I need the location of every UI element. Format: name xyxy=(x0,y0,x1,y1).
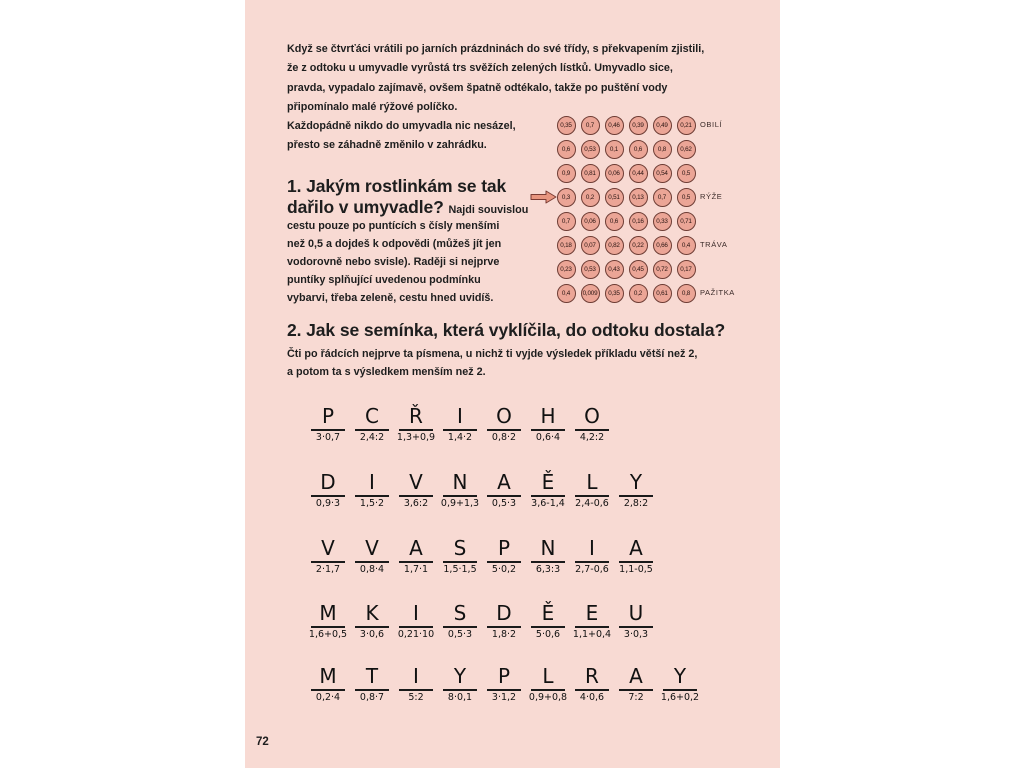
task1-text-line: puntíky splňující uvedenou podmínku xyxy=(287,274,481,286)
fraction-bar xyxy=(531,561,565,563)
number-dot: 0,35 xyxy=(557,116,576,135)
task1-text-line: vybarvi, třeba zeleně, cestu hned uvidíš. xyxy=(287,292,494,304)
cipher-cell xyxy=(570,602,614,641)
cipher-letter: H xyxy=(540,404,556,428)
cipher-expression: 2,4:2 xyxy=(359,431,385,443)
cipher-expression: 3,6:2 xyxy=(403,497,429,509)
cipher-cell xyxy=(438,537,482,576)
fraction-bar xyxy=(355,689,389,691)
number-dot: 0,009 xyxy=(581,284,600,303)
fraction-bar xyxy=(663,689,697,691)
fraction-bar xyxy=(311,561,345,563)
cipher-letter: V xyxy=(365,536,379,560)
intro-line: Každopádně nikdo do umyvadla nic nesázel, xyxy=(287,120,516,133)
fraction-bar xyxy=(575,689,609,691)
cipher-letter: S xyxy=(453,601,467,625)
fraction-bar xyxy=(487,495,521,497)
fraction-bar xyxy=(619,495,653,497)
intro-line: přesto se záhadně změnilo v zahrádku. xyxy=(287,139,487,152)
cipher-letter: Y xyxy=(629,470,643,494)
number-dot: 0,4 xyxy=(677,236,696,255)
number-dot: 0,8 xyxy=(653,140,672,159)
fraction-bar xyxy=(399,429,433,431)
number-dot: 0,5 xyxy=(677,188,696,207)
cipher-letter: Y xyxy=(673,664,687,688)
number-dot: 0,6 xyxy=(605,212,624,231)
cipher-expression: 0,8·2 xyxy=(491,431,517,443)
number-dot: 0,43 xyxy=(605,260,624,279)
cipher-letter: U xyxy=(628,601,644,625)
cipher-row xyxy=(306,405,614,444)
fraction-bar xyxy=(311,495,345,497)
fraction-bar xyxy=(531,626,565,628)
number-dot: 0,54 xyxy=(653,164,672,183)
fraction-bar xyxy=(487,561,521,563)
number-dot: 0,62 xyxy=(677,140,696,159)
cipher-expression: 4·0,6 xyxy=(579,691,605,703)
cipher-letter: Y xyxy=(453,664,467,688)
fraction-bar xyxy=(311,626,345,628)
number-dot: 0,7 xyxy=(653,188,672,207)
fraction-bar xyxy=(399,495,433,497)
number-dot: 0,2 xyxy=(581,188,600,207)
cipher-row xyxy=(306,537,658,576)
page-number: 72 xyxy=(256,736,269,748)
cipher-cell xyxy=(394,537,438,576)
cipher-expression: 1,6+0,5 xyxy=(308,628,348,640)
cipher-cell xyxy=(306,405,350,444)
answer-label: OBILÍ xyxy=(700,120,723,129)
cipher-letter: P xyxy=(321,404,335,428)
cipher-letter: O xyxy=(584,404,600,428)
answer-label: TRÁVA xyxy=(700,240,728,249)
number-dot: 0,17 xyxy=(677,260,696,279)
cipher-cell xyxy=(526,602,570,641)
intro-line: pravda, vypadalo zajímavě, ovšem špatně odtékalo, takže po puštění vody xyxy=(287,81,668,94)
number-dot: 0,2 xyxy=(629,284,648,303)
cipher-expression: 0,21·10 xyxy=(397,628,435,640)
cipher-cell xyxy=(306,665,350,704)
number-dot: 0,82 xyxy=(605,236,624,255)
intro-paragraph xyxy=(287,40,704,156)
fraction-bar xyxy=(531,429,565,431)
fraction-bar xyxy=(619,561,653,563)
fraction-bar xyxy=(355,626,389,628)
cipher-cell xyxy=(306,537,350,576)
cipher-expression: 0,5·3 xyxy=(491,497,517,509)
number-dot: 0,21 xyxy=(677,116,696,135)
cipher-cell xyxy=(526,537,570,576)
number-dot: 0,07 xyxy=(581,236,600,255)
cipher-row xyxy=(306,602,658,641)
cipher-cell xyxy=(306,471,350,510)
number-dot: 0,4 xyxy=(557,284,576,303)
fraction-bar xyxy=(575,429,609,431)
cipher-letter: I xyxy=(413,664,419,688)
number-dot: 0,49 xyxy=(653,116,672,135)
cipher-expression: 3·1,2 xyxy=(491,691,517,703)
cipher-letter: N xyxy=(540,536,556,560)
number-dot: 0,7 xyxy=(557,212,576,231)
number-dot: 0,51 xyxy=(605,188,624,207)
cipher-expression: 3,6-1,4 xyxy=(531,497,565,509)
cipher-letter: O xyxy=(496,404,512,428)
number-dot: 0,66 xyxy=(653,236,672,255)
cipher-letter: I xyxy=(457,404,463,428)
cipher-cell xyxy=(614,471,658,510)
number-dot: 0,16 xyxy=(629,212,648,231)
cipher-expression: 1,5·1,5 xyxy=(443,563,477,575)
number-dot: 0,81 xyxy=(581,164,600,183)
fraction-bar xyxy=(575,561,609,563)
number-dot: 0,44 xyxy=(629,164,648,183)
cipher-expression: 5·0,2 xyxy=(491,563,517,575)
cipher-letter: Ě xyxy=(541,470,555,494)
cipher-expression: 1,1-0,5 xyxy=(619,563,653,575)
cipher-expression: 1,4·2 xyxy=(447,431,473,443)
number-dot: 0,1 xyxy=(605,140,624,159)
cipher-letter: Ř xyxy=(409,404,423,428)
cipher-cell xyxy=(614,537,658,576)
cipher-expression: 5:2 xyxy=(408,691,424,703)
cipher-cell xyxy=(438,665,482,704)
task1-text-line: Najdi souvislou xyxy=(448,204,529,216)
cipher-expression: 1,3+0,9 xyxy=(396,431,436,443)
fraction-bar xyxy=(355,495,389,497)
number-dot: 0,6 xyxy=(557,140,576,159)
cipher-cell xyxy=(614,665,658,704)
fraction-bar xyxy=(575,626,609,628)
fraction-bar xyxy=(399,689,433,691)
cipher-cell xyxy=(482,471,526,510)
cipher-row xyxy=(306,471,658,510)
cipher-letter: N xyxy=(452,470,468,494)
task1-heading xyxy=(287,176,528,221)
number-dot: 0,45 xyxy=(629,260,648,279)
cipher-letter: M xyxy=(319,601,337,625)
task2-instruction-line: a potom ta s výsledkem menším než 2. xyxy=(287,366,486,378)
number-dot: 0,71 xyxy=(677,212,696,231)
cipher-expression: 4,2:2 xyxy=(579,431,605,443)
cipher-expression: 0,8·4 xyxy=(359,563,385,575)
cipher-letter: M xyxy=(319,664,337,688)
fraction-bar xyxy=(487,689,521,691)
number-dot: 0,72 xyxy=(653,260,672,279)
cipher-cell xyxy=(350,537,394,576)
number-dot: 0,3 xyxy=(557,188,576,207)
fraction-bar xyxy=(531,689,565,691)
cipher-expression: 2,7-0,6 xyxy=(575,563,609,575)
cipher-expression: 1,1+0,4 xyxy=(572,628,612,640)
cipher-letter: K xyxy=(365,601,379,625)
cipher-letter: L xyxy=(586,470,598,494)
cipher-letter: V xyxy=(321,536,335,560)
number-dot: 0,22 xyxy=(629,236,648,255)
task1-text-line: vodorovně nebo svisle). Raději si nejprve xyxy=(287,256,500,268)
cipher-expression: 0,6·4 xyxy=(535,431,561,443)
cipher-letter: D xyxy=(320,470,336,494)
cipher-expression: 3·0,3 xyxy=(623,628,649,640)
fraction-bar xyxy=(443,626,477,628)
cipher-expression: 0,8·7 xyxy=(359,691,385,703)
cipher-cell xyxy=(350,471,394,510)
number-dot: 0,39 xyxy=(629,116,648,135)
cipher-letter: I xyxy=(589,536,595,560)
cipher-cell xyxy=(526,665,570,704)
cipher-letter: A xyxy=(629,664,643,688)
fraction-bar xyxy=(355,429,389,431)
cipher-expression: 8·0,1 xyxy=(447,691,473,703)
task1-title-line2: dařilo v umyvadle? xyxy=(287,197,444,217)
cipher-cell xyxy=(394,471,438,510)
intro-line: že z odtoku u umyvadle vyrůstá trs svěžích zelených lístků. Umyvadlo sice, xyxy=(287,62,673,75)
task1-title-line1: 1. Jakým rostlinkám se tak xyxy=(287,176,507,196)
fraction-bar xyxy=(399,561,433,563)
number-dot: 0,8 xyxy=(677,284,696,303)
number-dot: 0,5 xyxy=(677,164,696,183)
cipher-expression: 0,9·3 xyxy=(315,497,341,509)
cipher-letter: L xyxy=(542,664,554,688)
cipher-cell xyxy=(658,665,702,704)
number-dot: 0,53 xyxy=(581,140,600,159)
task2-heading: 2. Jak se semínka, která vyklíčila, do odtoku dostala? xyxy=(287,320,726,340)
cipher-expression: 0,2·4 xyxy=(315,691,341,703)
intro-line: Když se čtvrťáci vrátili po jarních prázdninách do své třídy, s překvapením zjistili, xyxy=(287,43,705,55)
cipher-cell xyxy=(570,665,614,704)
fraction-bar xyxy=(311,429,345,431)
task2-instruction-line: Čti po řádcích nejprve ta písmena, u nichž ti vyjde výsledek příkladu větší než 2, xyxy=(287,348,698,360)
fraction-bar xyxy=(575,495,609,497)
cipher-cell xyxy=(614,602,658,641)
cipher-cell xyxy=(394,665,438,704)
cipher-expression: 2·1,7 xyxy=(315,563,341,575)
cipher-expression: 1,6+0,2 xyxy=(660,691,700,703)
number-dot: 0,9 xyxy=(557,164,576,183)
fraction-bar xyxy=(487,429,521,431)
cipher-cell xyxy=(394,405,438,444)
cipher-cell xyxy=(482,665,526,704)
cipher-cell xyxy=(350,665,394,704)
cipher-expression: 1,5·2 xyxy=(359,497,385,509)
cipher-expression: 2,8:2 xyxy=(623,497,649,509)
fraction-bar xyxy=(619,626,653,628)
cipher-row xyxy=(306,665,702,704)
cipher-expression: 0,5·3 xyxy=(447,628,473,640)
task2-instructions xyxy=(287,345,697,381)
fraction-bar xyxy=(355,561,389,563)
cipher-cell xyxy=(570,471,614,510)
cipher-letter: A xyxy=(629,536,643,560)
task1-text-line: než 0,5 a dojdeš k odpovědi (můžeš jít jen xyxy=(287,238,502,250)
number-dot: 0,61 xyxy=(653,284,672,303)
cipher-letter: Ě xyxy=(541,601,555,625)
cipher-expression: 0,9+1,3 xyxy=(440,497,480,509)
fraction-bar xyxy=(531,495,565,497)
number-dot: 0,13 xyxy=(629,188,648,207)
answer-label: RÝŽE xyxy=(700,192,723,201)
cipher-letter: T xyxy=(365,664,379,688)
cipher-cell xyxy=(350,405,394,444)
cipher-letter: A xyxy=(497,470,511,494)
number-dot: 0,35 xyxy=(605,284,624,303)
number-dot: 0,6 xyxy=(629,140,648,159)
fraction-bar xyxy=(487,626,521,628)
fraction-bar xyxy=(399,626,433,628)
fraction-bar xyxy=(619,689,653,691)
number-dot: 0,06 xyxy=(605,164,624,183)
cipher-letter: E xyxy=(585,601,599,625)
cipher-expression: 1,7·1 xyxy=(403,563,429,575)
cipher-expression: 7:2 xyxy=(628,691,644,703)
cipher-letter: S xyxy=(453,536,467,560)
cipher-expression: 3·0,7 xyxy=(315,431,341,443)
cipher-letter: R xyxy=(585,664,599,688)
cipher-letter: P xyxy=(497,536,511,560)
cipher-cell xyxy=(394,602,438,641)
cipher-cell xyxy=(526,405,570,444)
cipher-cell xyxy=(438,405,482,444)
fraction-bar xyxy=(443,495,477,497)
cipher-letter: I xyxy=(413,601,419,625)
cipher-letter: A xyxy=(409,536,423,560)
cipher-cell xyxy=(570,405,614,444)
fraction-bar xyxy=(443,429,477,431)
answer-label: PAŽITKA xyxy=(700,288,735,297)
number-dot: 0,53 xyxy=(581,260,600,279)
cipher-expression: 0,9+0,8 xyxy=(528,691,568,703)
cipher-expression: 2,4-0,6 xyxy=(575,497,609,509)
cipher-cell xyxy=(526,471,570,510)
number-dot: 0,33 xyxy=(653,212,672,231)
number-dot: 0,46 xyxy=(605,116,624,135)
cipher-cell xyxy=(438,602,482,641)
cipher-letter: D xyxy=(496,601,512,625)
cipher-letter: P xyxy=(497,664,511,688)
fraction-bar xyxy=(443,689,477,691)
cipher-expression: 3·0,6 xyxy=(359,628,385,640)
number-dot: 0,7 xyxy=(581,116,600,135)
cipher-letter: V xyxy=(409,470,423,494)
cipher-cell xyxy=(570,537,614,576)
task1-instructions xyxy=(287,217,501,307)
cipher-cell xyxy=(438,471,482,510)
number-dot: 0,18 xyxy=(557,236,576,255)
number-dot: 0,23 xyxy=(557,260,576,279)
number-dot: 0,06 xyxy=(581,212,600,231)
cipher-letter: I xyxy=(369,470,375,494)
cipher-expression: 6,3:3 xyxy=(535,563,561,575)
task1-text-line: cestu pouze po puntících s čísly menšími xyxy=(287,220,500,232)
intro-line: připomínalo malé rýžové políčko. xyxy=(287,100,458,113)
cipher-cell xyxy=(482,537,526,576)
cipher-cell xyxy=(350,602,394,641)
cipher-letter: C xyxy=(365,404,379,428)
cipher-expression: 1,8·2 xyxy=(491,628,517,640)
cipher-expression: 5·0,6 xyxy=(535,628,561,640)
cipher-cell xyxy=(482,602,526,641)
fraction-bar xyxy=(311,689,345,691)
cipher-cell xyxy=(306,602,350,641)
arrow-right-icon xyxy=(530,190,557,204)
cipher-cell xyxy=(482,405,526,444)
fraction-bar xyxy=(443,561,477,563)
